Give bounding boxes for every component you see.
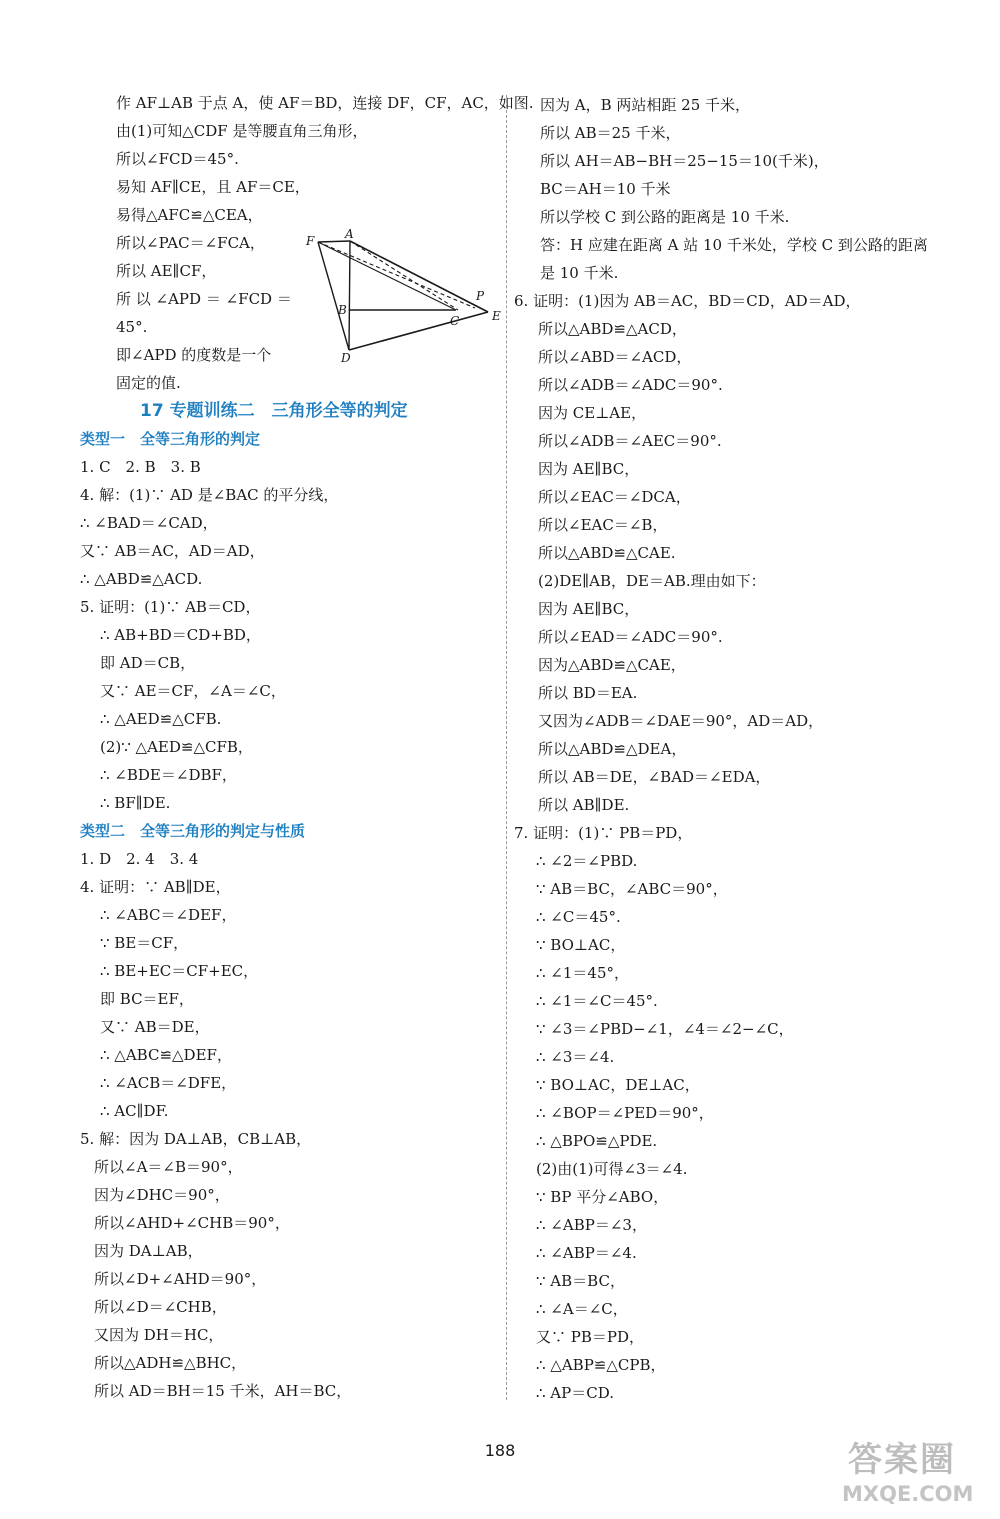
answer-line: 答：H 应建在距离 A 站 10 千米处，学校 C 到公路的距离	[540, 236, 928, 254]
answer-line: ∴ ∠BOP＝∠PED＝90°，	[536, 1104, 714, 1122]
answer-line: ∴ ∠ABP＝∠4.	[536, 1244, 637, 1262]
answer-line: 作 AF⊥AB 于点 A，使 AF＝BD，连接 DF，CF，AC，如图.	[116, 94, 534, 112]
answer-line: 因为 CE⊥AE，	[538, 404, 647, 422]
answer-line: 因为△ABD≌△CAE，	[538, 656, 686, 674]
answer-line: ∵ AB＝BC，	[536, 1272, 625, 1290]
label-a: A	[345, 228, 354, 241]
answer-line: 因为 AE∥BC，	[538, 460, 640, 478]
answer-line: ∴ ∠C＝45°.	[536, 908, 621, 926]
answer-line: 因为∠DHC＝90°，	[94, 1186, 230, 1204]
answer-line: 所以 AD＝BH＝15 千米，AH＝BC，	[94, 1382, 352, 1400]
answer-line: 所以∠ADB＝∠ADC＝90°.	[538, 376, 723, 394]
answer-line: 所以△ABD≌△DEA，	[538, 740, 687, 758]
page-number: 188	[484, 1441, 516, 1460]
answer-line: ∴ ∠ABC＝∠DEF，	[100, 906, 237, 924]
answer-line: 4. 解：(1)∵ AD 是∠BAC 的平分线，	[80, 486, 339, 504]
label-c: C	[450, 314, 460, 328]
answer-line: 又∵ AE＝CF，∠A＝∠C，	[100, 682, 286, 700]
answer-line: ∵ BP 平分∠ABO，	[536, 1188, 669, 1206]
answer-line: 又因为∠ADB＝∠DAE＝90°，AD＝AD，	[538, 712, 824, 730]
answer-line: ∵ BO⊥AC，DE⊥AC，	[536, 1076, 700, 1094]
label-p: P	[476, 289, 485, 303]
answer-line: ∴ AC∥DF.	[100, 1102, 169, 1120]
answer-line: 即∠APD 的度数是一个	[116, 346, 272, 364]
answer-line: 易知 AF∥CE，且 AF＝CE，	[116, 178, 310, 196]
answer-line: 又∵ AB＝AC，AD＝AD，	[80, 542, 265, 560]
segment-fd	[318, 242, 349, 350]
answer-line: 7. 证明：(1)∵ PB＝PD，	[514, 824, 693, 842]
type-heading: 类型二 全等三角形的判定与性质	[80, 822, 306, 840]
segment-ae	[350, 241, 488, 312]
answer-line: ∴ △BPO≌△PDE.	[536, 1132, 658, 1150]
answer-line: ∵ AB＝BC，∠ABC＝90°，	[536, 880, 728, 898]
watermark	[838, 1430, 988, 1510]
answer-line: ∴ △ABD≌△ACD.	[80, 570, 203, 588]
answer-line: 5. 证明：(1)∵ AB＝CD，	[80, 598, 261, 616]
answer-line: ∴ ∠BAD＝∠CAD，	[80, 514, 218, 532]
label-b: B	[338, 303, 347, 317]
answer-line: 所以∠FCD＝45°.	[116, 150, 239, 168]
answer-line: 1. D 2. 4 3. 4	[80, 850, 199, 868]
answer-line: 所以 BD＝EA.	[538, 684, 638, 702]
answer-line: 所以△ADH≌△BHC，	[94, 1354, 247, 1372]
answer-line: 所以 AH＝AB−BH＝25−15＝10(千米)，	[540, 152, 829, 170]
answer-line: 即 AD＝CB，	[100, 654, 196, 672]
answer-line: ∴ BE+EC＝CF+EC，	[100, 962, 259, 980]
answer-line: ∴ ∠2＝∠PBD.	[536, 852, 638, 870]
watermark-site: MXQE.COM	[842, 1482, 974, 1506]
answer-line: 所以 AB∥DE.	[538, 796, 630, 814]
answer-line: 所以∠D+∠AHD＝90°，	[94, 1270, 267, 1288]
answer-line: 所以∠AHD+∠CHB＝90°，	[94, 1214, 290, 1232]
type-heading: 类型一 全等三角形的判定	[80, 430, 261, 448]
answer-line: 所以△ABD≌△ACD，	[538, 320, 687, 338]
answer-line: 所 以 ∠APD ＝ ∠FCD ＝	[116, 290, 292, 308]
answer-line: ∵ BO⊥AC，	[536, 936, 626, 954]
answer-line: 所以∠ABD＝∠ACD，	[538, 348, 692, 366]
answer-line: 所以∠ADB＝∠AEC＝90°.	[538, 432, 722, 450]
answer-line: 所以 AE∥CF，	[116, 262, 217, 280]
answer-line: 所以学校 C 到公路的距离是 10 千米.	[540, 208, 790, 226]
answer-line: ∵ BE＝CF，	[100, 934, 189, 952]
answer-line: 又∵ PB＝PD，	[536, 1328, 645, 1346]
answer-line: ∵ ∠3＝∠PBD−∠1，∠4＝∠2−∠C，	[536, 1020, 794, 1038]
answer-line: ∴ ∠BDE＝∠DBF，	[100, 766, 237, 784]
geometry-figure	[300, 228, 510, 368]
answer-line: ∴ BF∥DE.	[100, 794, 171, 812]
answer-line: BC＝AH＝10 千米	[540, 180, 671, 198]
answer-line: (2)∵ △AED≌△CFB，	[100, 738, 253, 756]
answer-line: 4. 证明：∵ AB∥DE，	[80, 878, 231, 896]
answer-line: ∴ AB+BD＝CD+BD，	[100, 626, 261, 644]
answer-line: 所以△ABD≌△CAE.	[538, 544, 676, 562]
answer-line: ∴ △ABC≌△DEF，	[100, 1046, 232, 1064]
answer-line: 是 10 千米.	[540, 264, 619, 282]
answer-line: 所以∠PAC＝∠FCA，	[116, 234, 265, 252]
answer-line: ∴ △ABP≌△CPB，	[536, 1356, 666, 1374]
answer-line: ∴ ∠1＝∠C＝45°.	[536, 992, 658, 1010]
answer-line: 所以∠A＝∠B＝90°，	[94, 1158, 243, 1176]
answer-line: 因为 DA⊥AB，	[94, 1242, 203, 1260]
label-f: F	[306, 234, 315, 248]
answer-line: 1. C 2. B 3. B	[80, 458, 201, 476]
answer-line: 由(1)可知△CDF 是等腰直角三角形，	[116, 122, 368, 140]
answer-line: 又因为 DH＝HC，	[94, 1326, 224, 1344]
answer-line: 5. 解：因为 DA⊥AB，CB⊥AB，	[80, 1130, 312, 1148]
answer-line: (2)由(1)可得∠3＝∠4.	[536, 1160, 688, 1178]
answer-line: ∴ ∠ACB＝∠DFE，	[100, 1074, 237, 1092]
section-title: 17 专题训练二 三角形全等的判定	[140, 401, 408, 421]
answer-line: ∴ ∠1＝45°，	[536, 964, 630, 982]
answer-line: 所以∠EAC＝∠B，	[538, 516, 668, 534]
answer-line: 即 BC＝EF，	[100, 990, 194, 1008]
segment-ac-dashed	[350, 241, 458, 310]
answer-line: 45°.	[116, 318, 148, 336]
answer-line: 6. 证明：(1)因为 AB＝AC，BD＝CD，AD＝AD，	[514, 292, 861, 310]
answer-line: ∴ ∠3＝∠4.	[536, 1048, 615, 1066]
answer-line: 因为 AE∥BC，	[538, 600, 640, 618]
segment-fc	[318, 242, 456, 310]
answer-line: ∴ ∠ABP＝∠3，	[536, 1216, 647, 1234]
answer-line: ∴ ∠A＝∠C，	[536, 1300, 628, 1318]
segment-fp-dashed	[318, 242, 475, 308]
answer-line: 所以 AB＝DE，∠BAD＝∠EDA，	[538, 768, 771, 786]
watermark-logo: 答案圈	[848, 1440, 956, 1480]
answer-line: 所以∠EAC＝∠DCA，	[538, 488, 691, 506]
answer-line: 所以 AB＝25 千米，	[540, 124, 681, 142]
answer-line: 易得△AFC≌△CEA，	[116, 206, 263, 224]
answer-line: 所以∠EAD＝∠ADC＝90°.	[538, 628, 723, 646]
answer-line: ∴ AP＝CD.	[536, 1384, 614, 1402]
answer-line: 因为 A，B 两站相距 25 千米，	[540, 96, 751, 114]
segment-de	[349, 312, 488, 350]
segment-fa	[318, 241, 350, 242]
answer-line: 所以∠D＝∠CHB，	[94, 1298, 227, 1316]
answer-line: ∴ △AED≌△CFB.	[100, 710, 222, 728]
answer-line: (2)DE∥AB，DE＝AB.理由如下：	[538, 572, 766, 590]
answer-line: 固定的值.	[116, 374, 181, 392]
answer-line: 又∵ AB＝DE，	[100, 1018, 210, 1036]
label-d: D	[341, 351, 351, 365]
label-e: E	[492, 309, 501, 323]
